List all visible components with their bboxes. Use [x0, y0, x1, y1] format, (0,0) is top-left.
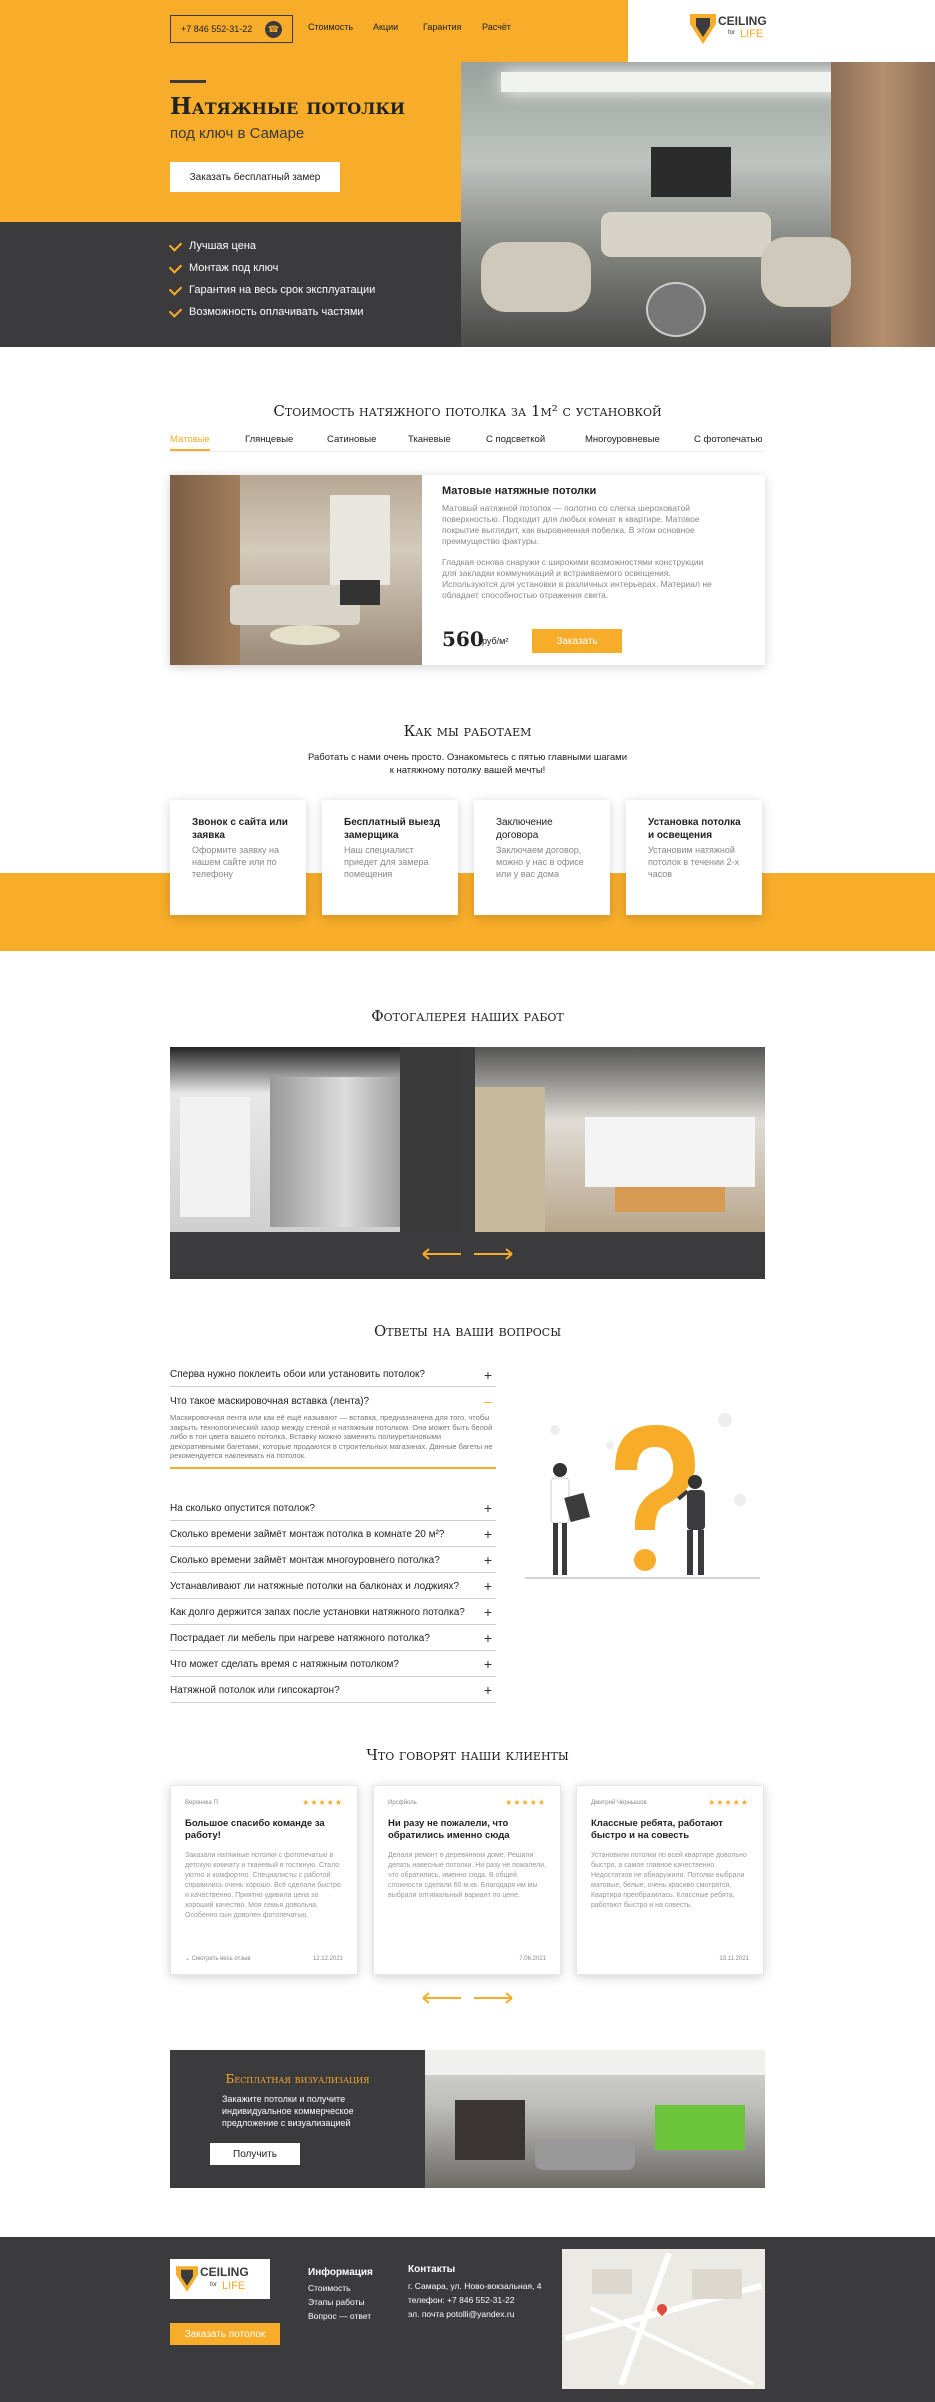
- review-card: [373, 1785, 561, 1975]
- plus-icon: +: [483, 1630, 492, 1646]
- logo[interactable]: [690, 12, 770, 46]
- rating-stars-icon: ★★★★★: [505, 1798, 546, 1807]
- faq-question[interactable]: На сколько опустится потолок? +: [170, 1496, 496, 1521]
- reviews-next-arrow-icon[interactable]: [473, 1992, 513, 2004]
- review-text: Заказали натяжные потолки с фотопечатью в детскую комнату и тканевый в гостиную. Стало уютно и комфортно. Специалисты с работой справились очень хорошо. Всё сделали быстро и качественно. Приятно удивила цена за хороший качество. Моя семья довольна. Особенно сын доволен фотопечатью.: [185, 1852, 341, 1919]
- footer-logo[interactable]: [170, 2259, 270, 2299]
- footer-link-price[interactable]: Стоимость: [308, 2283, 351, 2293]
- plus-icon: +: [483, 1526, 492, 1542]
- rating-stars-icon: ★★★★★: [302, 1798, 343, 1807]
- footer-logo-for: for: [210, 2282, 218, 2288]
- how-title: Как мы работаем: [403, 722, 532, 740]
- phone-text: +7 846 552-31-22: [181, 24, 253, 34]
- gallery-prev-arrow-icon[interactable]: [422, 1248, 462, 1260]
- feature-item: Гарантия на весь срок эксплуатации: [170, 284, 375, 296]
- phone-box[interactable]: [170, 15, 293, 43]
- plus-icon: +: [483, 1656, 492, 1672]
- faq-illustration-icon: [515, 1390, 765, 1590]
- tab-matte[interactable]: Матовые: [170, 434, 210, 451]
- minus-icon: –: [484, 1393, 492, 1409]
- pricing-card-text-2: Гладкая основа снаружи с широкими возможностями конструкции для закладки коммуникаций и встраиваемого освещения. Используются для установки в различных интерьерах. Материал не обладает способностью отражения света.: [442, 557, 712, 600]
- review-author: Вероника П: [185, 1800, 218, 1806]
- plus-icon: +: [483, 1366, 492, 1383]
- footer-logo-ceiling: CEILING: [200, 2265, 249, 2279]
- price-value: 560: [442, 627, 484, 651]
- reviews-title: Что говорят наши клиенты: [366, 1746, 569, 1764]
- faq-question[interactable]: Что может сделать время с натяжным потолком? +: [170, 1652, 496, 1677]
- review-card: [576, 1785, 764, 1975]
- visual-text: Закажите потолки и получите индивидуальное коммерческое предложение с визуализацией: [222, 2094, 354, 2128]
- tab-satin[interactable]: Сатиновые: [327, 434, 377, 445]
- tab-glossy[interactable]: Глянцевые: [245, 434, 294, 445]
- review-title: Ни разу не пожалели, что обратились именно сюда: [388, 1818, 510, 1841]
- footer-phone[interactable]: телефон: +7 846 552-31-22: [408, 2295, 515, 2305]
- visual-get-button[interactable]: Получить: [210, 2143, 300, 2165]
- faq-title: Ответы на ваши вопросы: [373, 1322, 562, 1340]
- how-yellow-band: [0, 873, 935, 951]
- faq-question-open[interactable]: Что такое маскировочная вставка (лента)? –: [170, 1393, 492, 1409]
- reviews-prev-arrow-icon[interactable]: [422, 1992, 462, 2004]
- logo-mark-icon: [690, 14, 716, 44]
- plus-icon: +: [483, 1500, 492, 1516]
- faq-question[interactable]: Сколько времени займёт монтаж потолка в комнате 20 м²? +: [170, 1522, 496, 1547]
- how-intro-1: Работать с нами очень просто. Ознакомьтесь с пятью главными шагами: [307, 752, 628, 763]
- faq-answer: Маскировочная лента или как её ещё называют — вставка, предназначена для того, чтобы закрыть технологический зазор между стеной и натяжным потолком. Она может быть белой либо в тон цвета вашего потолка. Вставку можно заменить полиуретановыми декоративными багетами, которые продаются в строительных магазинах. Данные багеты не рекомендуется наклеивать на потолок.: [170, 1413, 496, 1469]
- order-button[interactable]: Заказать: [532, 629, 622, 653]
- pricing-card-text-1: Матовый натяжной потолок — полотно со слегка шероховатой поверхностью. Подходит для любых комнат в квартире. Матовое покрытие выглядит, как выровненная побелка. В этом основное преимущество фактуры.: [442, 503, 700, 546]
- gallery-title: Фотогалерея наших работ: [371, 1007, 564, 1025]
- plus-icon: +: [483, 1578, 492, 1594]
- step-card: Звонок с сайта или заявка Оформите заявку на нашем сайте или по телефону: [170, 800, 306, 915]
- faq-question[interactable]: Натяжной потолок или гипсокартон? +: [170, 1678, 496, 1703]
- nav-item-promo[interactable]: Акции: [373, 22, 399, 32]
- how-intro-2: к натяжному потолку вашей мечты!: [389, 765, 546, 776]
- faq-question[interactable]: Сперва нужно поклеить обои или установить потолок? +: [170, 1363, 496, 1387]
- footer-logo-life: LIFE: [222, 2280, 246, 2292]
- faq-question[interactable]: Как долго держится запах после установки натяжного потолка? +: [170, 1600, 496, 1625]
- review-text: Делали ремонт в деревянном доме. Решили делать навесные потолки. Ни разу не пожалели, что обратились, именно сюда. В общей сложности сделали 60 м.кв. Благодаря им мы выбрали оптимальный вариант по цене.: [388, 1852, 546, 1899]
- review-card: [170, 1785, 358, 1975]
- hero-title: Натяжные потолки: [170, 93, 406, 120]
- tab-photoprint[interactable]: С фотопечатью: [694, 434, 763, 445]
- hero-title-dash: [170, 80, 206, 83]
- logo-for: for: [728, 30, 736, 36]
- footer-link-faq[interactable]: Вопрос — ответ: [308, 2311, 372, 2321]
- visual-photo: [425, 2050, 765, 2188]
- faq-question[interactable]: Устанавливают ли натяжные потолки на балконах и лоджиях? +: [170, 1574, 496, 1599]
- review-date: 7.06.2021: [519, 1956, 546, 1962]
- tab-backlight[interactable]: С подсветкой: [486, 434, 546, 445]
- nav-item-warranty[interactable]: Гарантия: [423, 22, 462, 32]
- step-card: Заключение договора Заключаем договор, можно у нас в офисе или у вас дома: [474, 800, 610, 915]
- footer-order-button[interactable]: Заказать потолок: [170, 2323, 280, 2345]
- check-icon: [169, 260, 182, 273]
- review-more-link[interactable]: ⌄ Смотреть весь отзыв: [185, 1956, 251, 1962]
- footer-address: г. Самара, ул. Ново-вокзальная, 4: [408, 2281, 542, 2291]
- pricing-card: [170, 475, 765, 665]
- gallery-photo-1: [170, 1047, 460, 1232]
- plus-icon: +: [483, 1682, 492, 1698]
- footer-info-title: Информация: [308, 2267, 373, 2278]
- hero-subtitle: под ключ в Самаре: [170, 125, 305, 142]
- price-unit: руб/м²: [482, 636, 509, 646]
- gallery-next-arrow-icon[interactable]: [473, 1248, 513, 1260]
- logo-mark-icon: [176, 2266, 198, 2292]
- review-date: 13.11.2021: [719, 1956, 749, 1962]
- logo-life: LIFE: [740, 28, 764, 40]
- footer-link-steps[interactable]: Этапы работы: [308, 2297, 365, 2307]
- review-title: Классные ребята, работают быстро и на совесть: [591, 1818, 723, 1841]
- check-icon: [169, 282, 182, 295]
- check-icon: [169, 238, 182, 251]
- faq-question[interactable]: Пострадает ли мебель при нагреве натяжного потолка? +: [170, 1626, 496, 1651]
- feature-item: Возможность оплачивать частями: [170, 306, 364, 318]
- plus-icon: +: [483, 1552, 492, 1568]
- faq-question[interactable]: Сколько времени займёт монтаж многоуровнего потолка? +: [170, 1548, 496, 1573]
- review-author: Ирсфйоль: [388, 1800, 417, 1806]
- check-icon: [169, 304, 182, 317]
- nav-item-price[interactable]: Стоимость: [308, 22, 354, 32]
- tab-fabric[interactable]: Тканевые: [408, 434, 451, 445]
- plus-icon: +: [483, 1604, 492, 1620]
- footer-contacts-title: Контакты: [408, 2264, 456, 2275]
- step-card: Бесплатный выезд замерщика Наш специалист приедет для замера помещения: [322, 800, 458, 915]
- phone-icon: ☎: [265, 21, 282, 38]
- logo-ceiling: CEILING: [718, 14, 767, 28]
- review-date: 12.12.2021: [312, 1956, 343, 1962]
- feature-item: Лучшая цена: [170, 240, 256, 252]
- footer-map[interactable]: [562, 2249, 765, 2389]
- footer: [0, 2237, 935, 2402]
- footer-email[interactable]: эл. почта potolli@yandex.ru: [408, 2309, 515, 2319]
- tab-multilevel[interactable]: Многоуровневые: [585, 434, 660, 445]
- visual-banner: [170, 2050, 765, 2188]
- pricing-photo: [170, 475, 422, 665]
- step-card: Установка потолка и освещения Установим натяжной потолок в течении 2-х часов: [626, 800, 762, 915]
- visual-title: Бесплатная визуализация: [225, 2072, 370, 2086]
- review-author: Дмитрий Чернышов: [591, 1800, 647, 1806]
- gallery-photo-2: [475, 1047, 765, 1232]
- hero-cta-button[interactable]: Заказать бесплатный замер: [170, 162, 340, 192]
- pricing-tabs: [170, 434, 765, 452]
- hero-photo: [461, 62, 935, 347]
- review-title: Большое спасибо команде за работу!: [185, 1818, 325, 1841]
- feature-item: Монтаж под ключ: [170, 262, 278, 274]
- pricing-title: Стоимость натяжного потолка за 1м² с установкой: [273, 402, 662, 420]
- nav-item-calc[interactable]: Расчёт: [482, 22, 511, 32]
- review-text: Установили потолки по всей квартире довольно быстро, а самое главное качественно. Недостатков не обнаружили. Потолки выбрали матовые, белые, очень красиво смотрятся. Квартира преобразилась. Классные ребята, работают быстро и на совесть.: [591, 1852, 747, 1909]
- chevron-down-icon: ⌄: [185, 1956, 192, 1962]
- pricing-card-title: Матовые натяжные потолки: [442, 485, 597, 497]
- rating-stars-icon: ★★★★★: [708, 1798, 749, 1807]
